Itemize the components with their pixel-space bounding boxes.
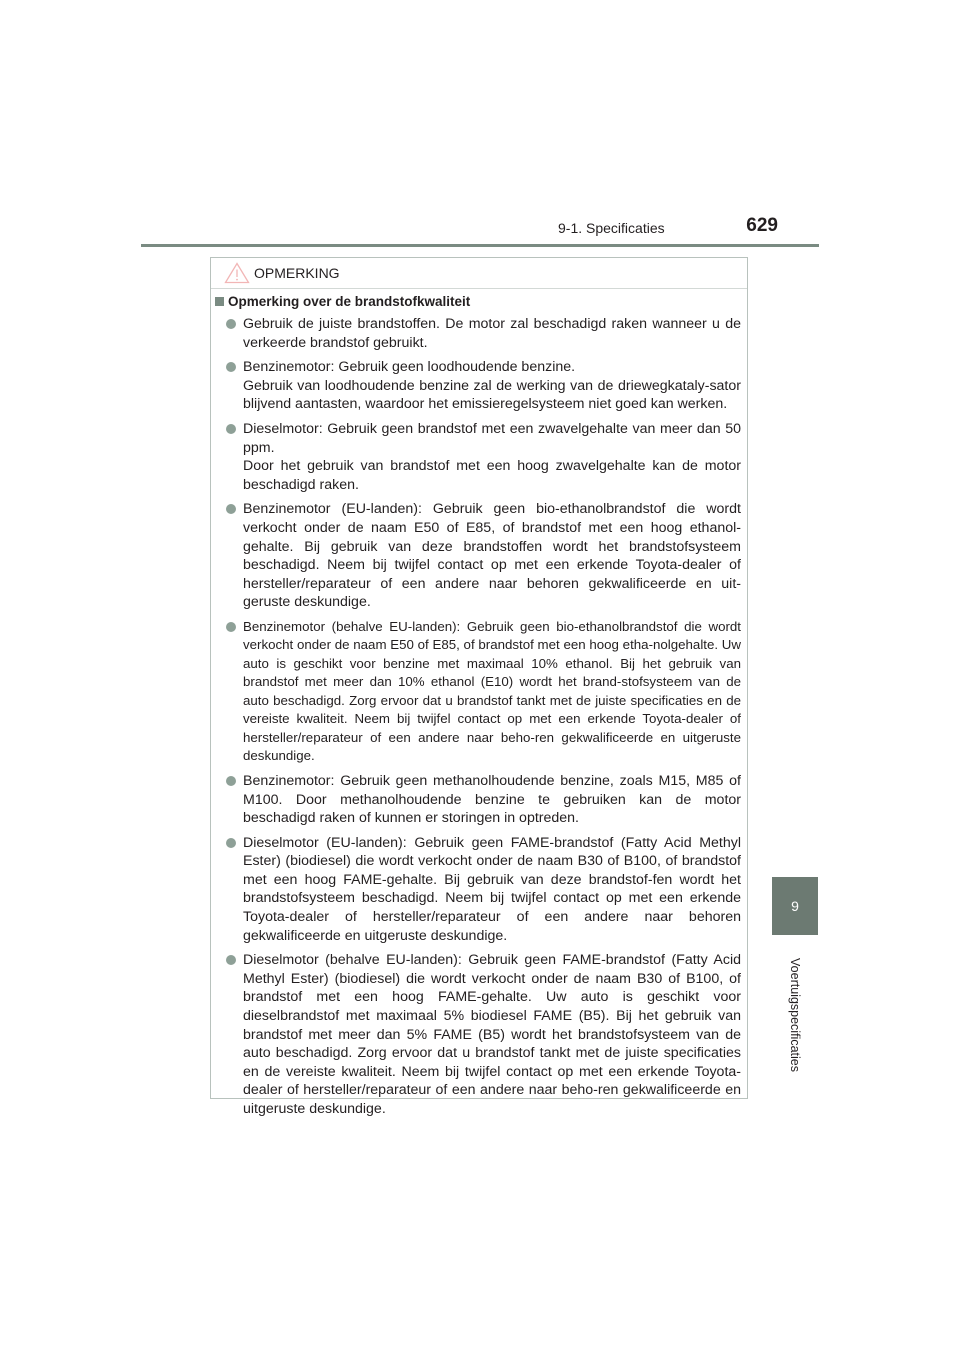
- list-item-text: Benzinemotor (behalve EU-landen): Gebruik geen bio-ethanolbrandstof die wordt verkocht onder de naam E50 of E85, of brandstof met een hoog etha-nolgehalte. Uw auto is geschikt voor benzine met maximaal 10% ethanol. Bij het gebruik van brandstof met meer dan 10% ethanol (E10) wordt het brand-stofsysteem van de auto beschadigd. Zorg ervoor dat u brandstof tankt met de juiste specificaties en de vereiste kwaliteit. Neem bij twijfel contact op met een erkende Toyota-dealer of hersteller/reparateur of een andere naar beho-ren gekwalificeerde en uitgeruste deskundige.: [243, 618, 741, 764]
- list-item: [215, 315, 741, 352]
- list-item-text: Dieselmotor (EU-landen): Gebruik geen FAME-brandstof (Fatty Acid Methyl Ester) (biodiesel) die wordt verkocht onder de naam B30 of B100, of brandstof met een hoog FAME-gehalte. Bij gebruik van deze brandstof-fen wordt het brandstofsysteem beschadigd. Neem bij twijfel contact op met een erkende Toyota-dealer of hersteller/reparateur of een andere naar behoren gekwalificeerde en uitgeruste deskundige.: [243, 834, 741, 944]
- list-item: [215, 618, 741, 766]
- warning-triangle-icon: [224, 262, 250, 284]
- page-number: 629: [746, 215, 778, 236]
- bullet-dot-icon: [226, 424, 236, 434]
- list-item: [215, 500, 741, 612]
- bullet-dot-icon: [226, 362, 236, 372]
- bullet-dot-icon: [226, 776, 236, 786]
- notice-subheading-text: Opmerking over de brandstofkwaliteit: [228, 294, 471, 309]
- bullet-dot-icon: [226, 955, 236, 965]
- chapter-tab-number: 9: [791, 898, 799, 914]
- list-item: [215, 420, 741, 494]
- bullet-dot-icon: [226, 622, 236, 632]
- list-item-text: Benzinemotor: Gebruik geen loodhoudende benzine.: [243, 359, 576, 376]
- bullet-dot-icon: [226, 504, 236, 514]
- list-item-text: Door het gebruik van brandstof met een hoog zwavelgehalte kan de motor beschadigd raken.: [243, 458, 741, 493]
- notice-subheading: [215, 294, 741, 309]
- list-item: [215, 951, 741, 1118]
- list-item-text: Gebruik van loodhoudende benzine zal de werking van de driewegkataly-sator blijvend aantasten, waardoor het emissieregelsysteem niet goed kan werken.: [243, 377, 741, 413]
- notice-body: [211, 289, 747, 1119]
- list-item-text: Dieselmotor: Gebruik geen brandstof met een zwavelgehalte van meer dan 50 ppm.: [243, 420, 741, 456]
- list-item: [215, 834, 741, 946]
- chapter-label: [785, 942, 805, 1087]
- bullet-dot-icon: [226, 838, 236, 848]
- notice-box: [210, 257, 748, 1117]
- header-divider: [141, 244, 819, 247]
- list-item-text: Gebruik de juiste brandstoffen. De motor zal beschadigd raken wanneer u de verkeerde brandstof gebruikt.: [243, 316, 741, 351]
- notice-header: [211, 258, 747, 289]
- list-item: [215, 772, 741, 828]
- list-item-text: Dieselmotor (behalve EU-landen): Gebruik geen FAME-brandstof (Fatty Acid Methyl Ester) (biodiesel) die wordt verkocht onder de naam B30 of B100, of brandstof met een hoog FAME-gehalte. Uw auto is geschikt voor dieselbrandstof met maximaal 5% biodiesel FAME (B5). Bij het gebruik van brandstof met meer dan 5% FAME (B5) wordt het brandstofsysteem van de auto beschadigd. Zorg ervoor dat u brandstof tankt met de juiste specificaties en de vereiste kwaliteit. Neem bij twijfel contact op met een erkende Toyota-dealer of hersteller/reparateur of een andere naar beho-ren gekwalificeerde en uitgeruste deskundige.: [243, 952, 741, 1117]
- chapter-tab: [772, 877, 818, 935]
- section-title: 9-1. Specificaties: [558, 220, 665, 236]
- square-bullet-icon: [215, 297, 224, 306]
- list-item: [215, 358, 741, 414]
- list-item-text: Benzinemotor (EU-landen): Gebruik geen bio-ethanolbrandstof die wordt verkocht onder de naam E50 of E85, of brandstof met een hoog ethanol-gehalte. Bij gebruik van deze brandstoffen wordt het brandstofsysteem beschadigd. Neem bij twijfel contact op met een erkende Toyota-dealer of hersteller/reparateur of een andere naar behoren gekwalificeerde en uit-geruste deskundige.: [243, 501, 741, 611]
- list-item-text: Benzinemotor: Gebruik geen methanolhoudende benzine, zoals M15, M85 of M100. Door methanolhoudende benzine te gebruiken kan de motor beschadigd raken of kunnen er storingen in optreden.: [243, 772, 741, 827]
- notice-title: OPMERKING: [254, 265, 340, 281]
- bullet-dot-icon: [226, 319, 236, 329]
- chapter-label-text: Voertuigspecificaties: [788, 957, 803, 1072]
